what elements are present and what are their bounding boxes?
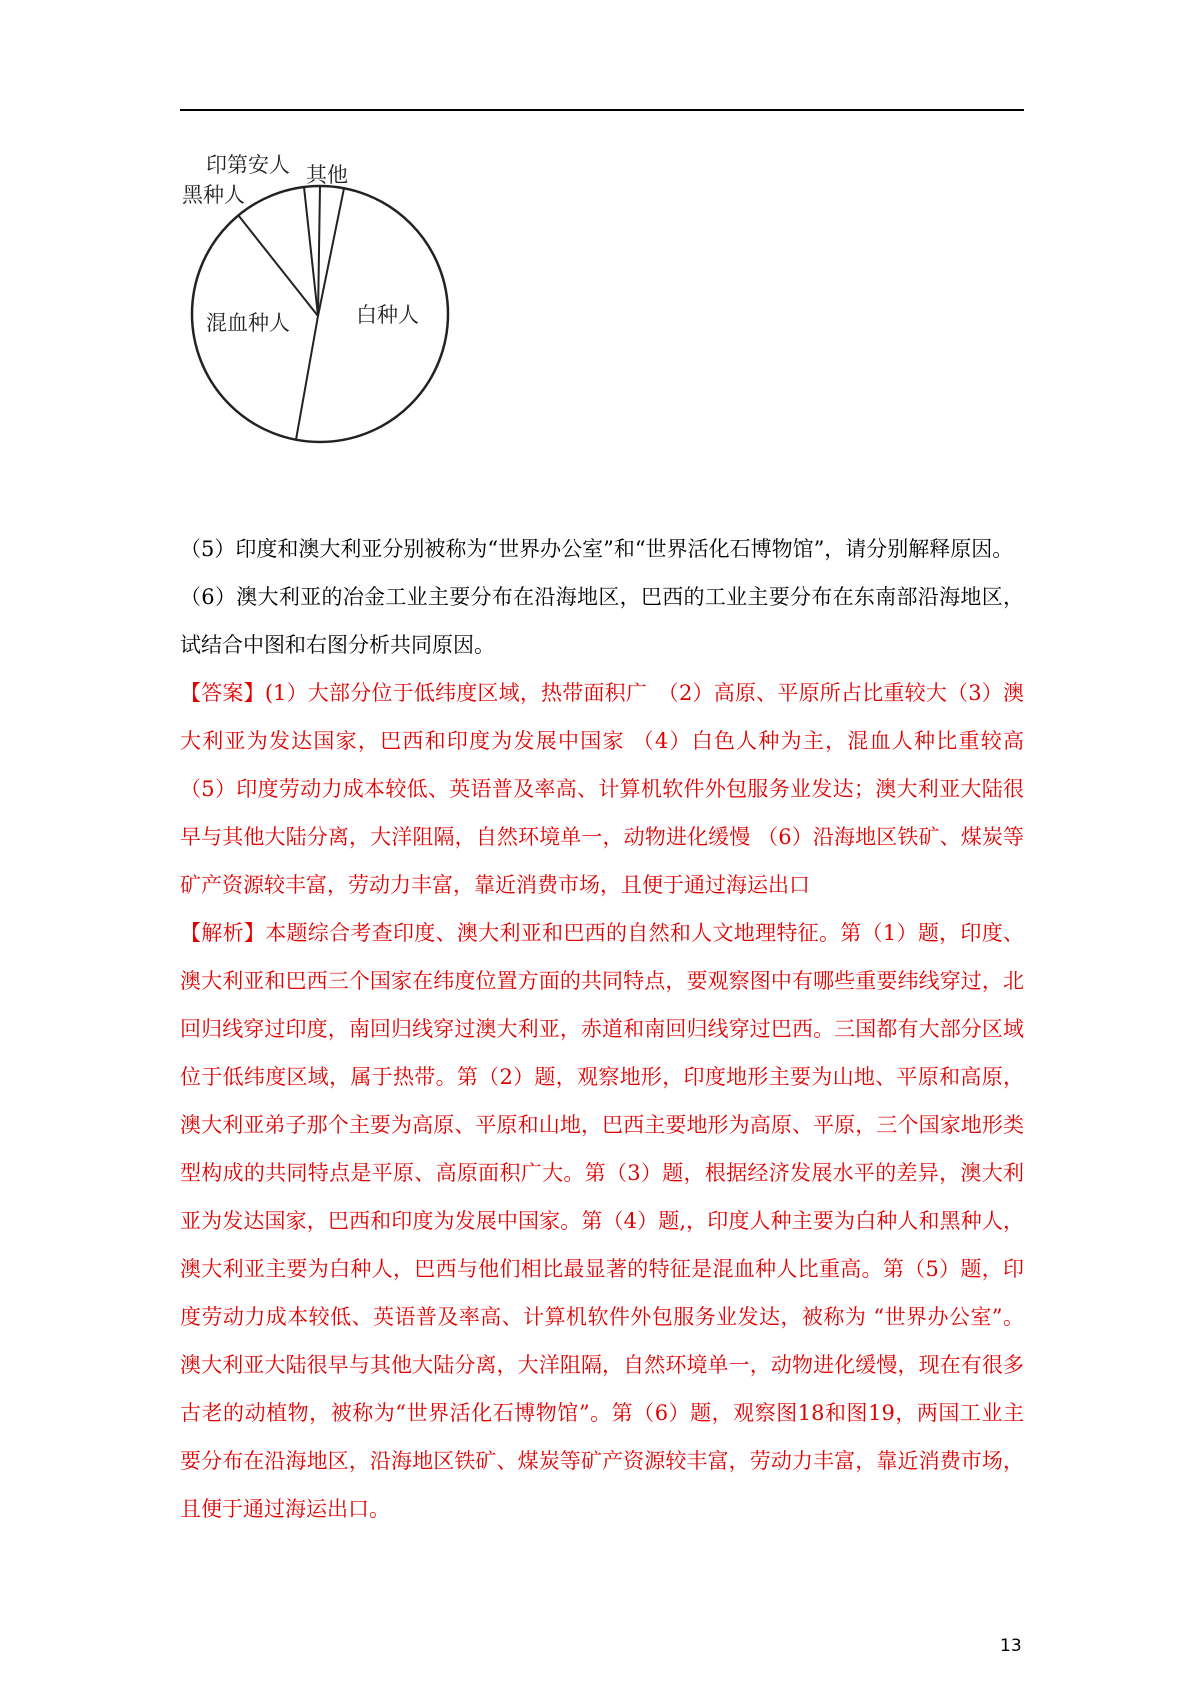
question-6: （6）澳大利亚的冶金工业主要分布在沿海地区，巴西的工业主要分布在东南部沿海地区，试结合中图和右图分析共同原因。 <box>180 585 1024 657</box>
race-pie-chart <box>180 150 510 495</box>
pie-divider-混血种人 <box>296 316 318 440</box>
answer-text: (1）大部分位于低纬度区域，热带面积广 （2）高原、平原所占比重较大（3）澳大利亚为发达国家，巴西和印度为发展中国家 （4）白色人种为主，混血人种比重较高 （5）印度劳动力成本较低、英语普及率高、计算机软件外包服务业发达；澳大利亚大陆很早与其他大陆分离，大洋阻隔，自然环境单一，动物进化缓慢 （6）沿海地区铁矿、煤炭等矿产资源较丰富，劳动力丰富，靠近消费市场，且便于通过海运出口 <box>180 681 1024 897</box>
pie-svg <box>180 150 510 495</box>
header-rule <box>180 109 1024 111</box>
pie-divider-白种人 <box>318 188 344 316</box>
pie-label-黑种人: 黑种人 <box>182 183 245 207</box>
pie-divider-黑种人 <box>238 215 318 316</box>
page-number: 13 <box>1000 1636 1022 1656</box>
pie-label-印第安人: 印第安人 <box>206 153 290 177</box>
answer-tag: 【答案】 <box>180 681 265 705</box>
pie-divider-印第安人 <box>304 187 318 316</box>
analysis-tag: 【解析】 <box>180 921 266 945</box>
content <box>180 525 1024 1533</box>
question-5: （5）印度和澳大利亚分别被称为“世界办公室”和“世界活化石博物馆”，请分别解释原因。 <box>180 537 1014 561</box>
pie-label-混血种人: 混血种人 <box>206 311 290 335</box>
pie-divider-其他 <box>318 186 320 316</box>
pie-label-白种人: 白种人 <box>356 303 419 327</box>
analysis-paragraph <box>180 909 1024 1533</box>
pie-label-其他: 其他 <box>306 163 348 187</box>
analysis-text: 本题综合考查印度、澳大利亚和巴西的自然和人文地理特征。第（1）题，印度、澳大利亚和巴西三个国家在纬度位置方面的共同特点，要观察图中有哪些重要纬线穿过，北回归线穿过印度，南回归线穿过澳大利亚，赤道和南回归线穿过巴西。三国都有大部分区域位于低纬度区域，属于热带。第（2）题，观察地形，印度地形主要为山地、平原和高原，澳大利亚弟子那个主要为高原、平原和山地，巴西主要地形为高原、平原，三个国家地形类型构成的共同特点是平原、高原面积广大。第（3）题，根据经济发展水平的差异，澳大利亚为发达国家，巴西和印度为发展中国家。第（4）题,，印度人种主要为白种人和黑种人，澳大利亚主要为白种人，巴西与他们相比最显著的特征是混血种人比重高。第（5）题，印度劳动力成本较低、英语普及率高、计算机软件外包服务业发达，被称为 “世界办公室”。澳大利亚大陆很早与其他大陆分离，大洋阻隔，自然环境单一，动物进化缓慢，现在有很多古老的动植物，被称为“世界活化石博物馆”。第（6）题，观察图18和图19，两国工业主要分布在沿海地区，沿海地区铁矿、煤炭等矿产资源较丰富，劳动力丰富，靠近消费市场，且便于通过海运出口。 <box>180 921 1025 1521</box>
answer-paragraph <box>180 669 1024 909</box>
